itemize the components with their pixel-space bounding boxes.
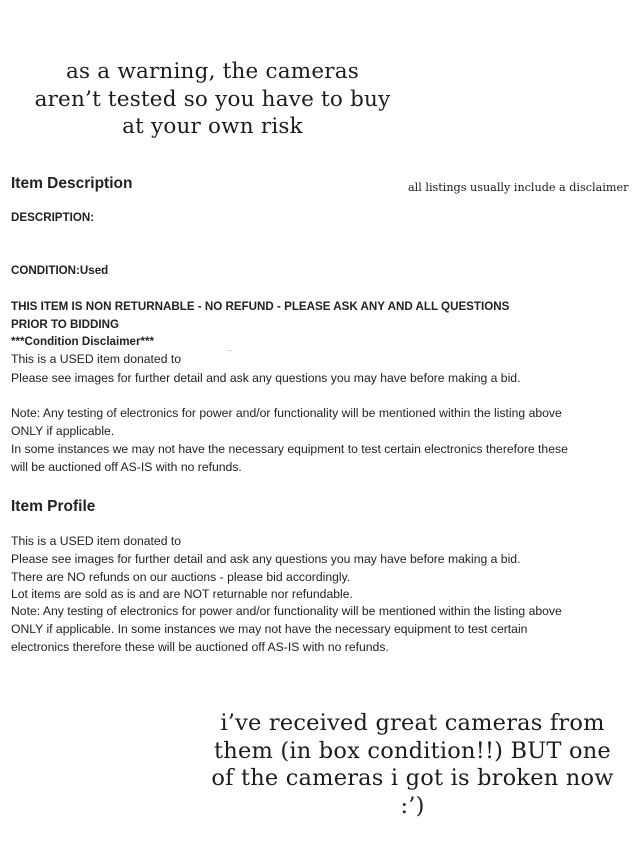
profile-line: There are NO refunds on our auctions - please bid accordingly. [11,570,351,584]
item-profile-heading: Item Profile [11,498,96,515]
bottom-caption-line: them (in box condition!!) BUT one [214,737,611,764]
bottom-caption-line: of the cameras i got is broken now [211,765,614,791]
non-returnable-notice: PRIOR TO BIDDING [11,318,120,331]
profile-line: Note: Any testing of electronics for power and/or functionality will be mentioned within the listing above [11,604,562,618]
description-line: Please see images for further detail and ask any questions you may have before making a bid. [11,371,521,385]
description-line: will be auctioned off AS-IS with no refunds. [11,460,242,474]
top-caption-line: as a warning, the cameras [66,59,359,84]
top-caption-line: at your own risk [122,114,303,139]
profile-line: Please see images for further detail and ask any questions you may have before making a bid. [11,552,521,566]
disclaimer-heading: ***Condition Disclaimer*** [11,335,155,348]
non-returnable-notice: THIS ITEM IS NON RETURNABLE - NO REFUND - PLEASE ASK ANY AND ALL QUESTIONS [11,300,510,313]
description-line: Note: Any testing of electronics for power and/or functionality will be mentioned within the listing above [11,406,562,420]
side-note: all listings usually include a disclaimer [408,181,629,194]
condition-label: CONDITION:Used [11,264,109,277]
profile-line: electronics therefore these will be auctioned off AS-IS with no refunds. [11,640,389,654]
profile-line: Lot items are sold as is and are NOT returnable nor refundable. [11,587,353,601]
description-line: In some instances we may not have the necessary equipment to test certain electronics therefore these [11,442,568,456]
description-label: DESCRIPTION: [11,211,95,224]
bottom-caption-line: i’ve received great cameras from [220,710,605,736]
top-caption-line: aren’t tested so you have to buy [34,86,391,112]
item-description-heading: Item Description [11,175,133,192]
top-caption [10,58,415,141]
profile-line: This is a USED item donated to [11,534,182,548]
bottom-caption-line: :’) [400,792,425,819]
bottom-caption [205,710,620,820]
description-line: ONLY if applicable. [11,424,115,438]
profile-line: ONLY if applicable. In some instances we may not have the necessary equipment to test certain [11,622,528,636]
description-line: This is a USED item donated to [11,352,182,366]
faint-mark: ·· [227,346,233,355]
